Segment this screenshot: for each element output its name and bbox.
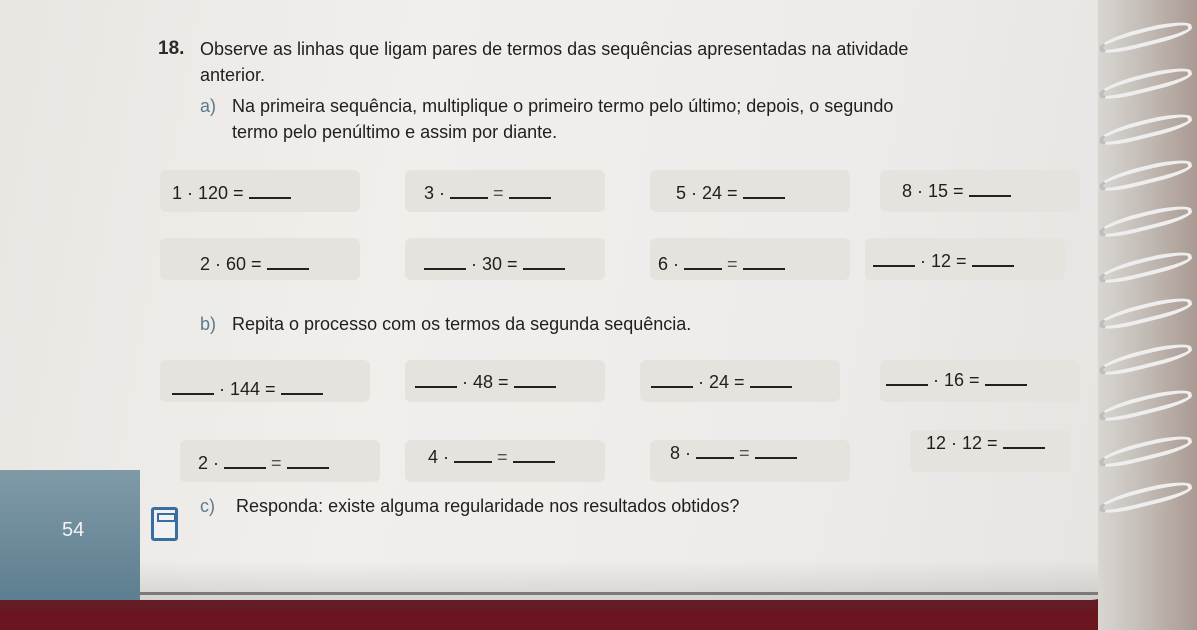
- answer-blank[interactable]: [287, 452, 329, 469]
- expr-text: 4 ·: [428, 447, 450, 467]
- answer-blank[interactable]: [985, 369, 1027, 386]
- part-c-letter: c): [200, 496, 215, 516]
- answer-blank[interactable]: [172, 378, 214, 395]
- answer-blank[interactable]: [514, 371, 556, 388]
- answer-blank[interactable]: [750, 371, 792, 388]
- expr-text: · 48 =: [462, 372, 509, 392]
- part-b-line1: Repita o processo com os termos da segunda sequência.: [232, 314, 692, 334]
- expr-b1-4: [886, 369, 1027, 391]
- expr-text: 5 · 24 =: [676, 183, 738, 203]
- expr-a2-3: [658, 253, 785, 275]
- answer-blank[interactable]: [1003, 432, 1045, 449]
- expr-a1-4: [902, 180, 1011, 202]
- expr-b1-2: [415, 371, 556, 393]
- expr-text: 2 · 60 =: [200, 254, 262, 274]
- part-a-line1: Na primeira sequência, multiplique o primeiro termo pelo último; depois, o segundo: [232, 96, 894, 116]
- equals-sign: =: [497, 447, 508, 467]
- answer-blank[interactable]: [743, 253, 785, 270]
- expr-a2-1: [200, 253, 309, 275]
- answer-blank[interactable]: [873, 250, 915, 267]
- expr-b2-2: [428, 446, 555, 468]
- question-intro-line2: anterior.: [200, 65, 266, 85]
- answer-blank[interactable]: [696, 442, 734, 459]
- expr-text: · 12 =: [920, 251, 967, 271]
- page-edge: [0, 592, 1120, 595]
- expr-b2-4: [926, 432, 1045, 454]
- expr-b1-1: [172, 378, 323, 400]
- answer-blank[interactable]: [267, 253, 309, 270]
- part-a-letter: a): [200, 96, 217, 116]
- expr-text: 3 ·: [424, 183, 446, 203]
- question-number: 18.: [158, 38, 185, 59]
- answer-blank[interactable]: [281, 378, 323, 395]
- expr-a1-3: [676, 182, 785, 204]
- answer-blank[interactable]: [755, 442, 797, 459]
- answer-blank[interactable]: [424, 253, 466, 270]
- part-c-line1: Responda: existe alguma regularidade nos resultados obtidos?: [236, 496, 740, 516]
- expr-text: 2 ·: [198, 453, 220, 473]
- answer-blank[interactable]: [972, 250, 1014, 267]
- expr-b1-3: [651, 371, 792, 393]
- answer-blank[interactable]: [454, 446, 492, 463]
- answer-blank[interactable]: [450, 182, 488, 199]
- answer-blank[interactable]: [886, 369, 928, 386]
- expr-text: 12 · 12 =: [926, 433, 998, 453]
- part-a-line2: termo pelo penúltimo e assim por diante.: [232, 122, 558, 142]
- equals-sign: =: [493, 183, 504, 203]
- expr-text: · 30 =: [471, 254, 518, 274]
- answer-blank[interactable]: [509, 182, 551, 199]
- answer-blank[interactable]: [651, 371, 693, 388]
- expr-text: 6 ·: [658, 254, 680, 274]
- expr-a1-2: [424, 182, 551, 204]
- page-number: 54: [62, 519, 85, 541]
- question-intro-line1: Observe as linhas que ligam pares de termos das sequências apresentadas na atividade: [200, 39, 909, 59]
- expr-text: · 16 =: [933, 370, 980, 390]
- expr-text: 8 · 15 =: [902, 181, 964, 201]
- equals-sign: =: [727, 254, 738, 274]
- answer-blank[interactable]: [743, 182, 785, 199]
- part-b-letter: b): [200, 314, 217, 334]
- expr-text: · 24 =: [698, 372, 745, 392]
- answer-blank[interactable]: [523, 253, 565, 270]
- page-shadow: [0, 560, 1110, 610]
- answer-blank[interactable]: [513, 446, 555, 463]
- equals-sign: =: [739, 443, 750, 463]
- expr-a1-1: [172, 182, 291, 204]
- calculator-icon: [151, 507, 178, 541]
- expr-b2-3: [670, 442, 797, 464]
- expr-text: 1 · 120 =: [172, 183, 244, 203]
- answer-blank[interactable]: [969, 180, 1011, 197]
- equals-sign: =: [271, 453, 282, 473]
- answer-blank[interactable]: [684, 253, 722, 270]
- expr-a2-2: [424, 253, 565, 275]
- expr-text: 8 ·: [670, 443, 692, 463]
- answer-blank[interactable]: [224, 452, 266, 469]
- expr-a2-4: [873, 250, 1014, 272]
- expr-b2-1: [198, 452, 329, 474]
- answer-blank[interactable]: [249, 182, 291, 199]
- answer-blank[interactable]: [415, 371, 457, 388]
- expr-text: · 144 =: [219, 379, 276, 399]
